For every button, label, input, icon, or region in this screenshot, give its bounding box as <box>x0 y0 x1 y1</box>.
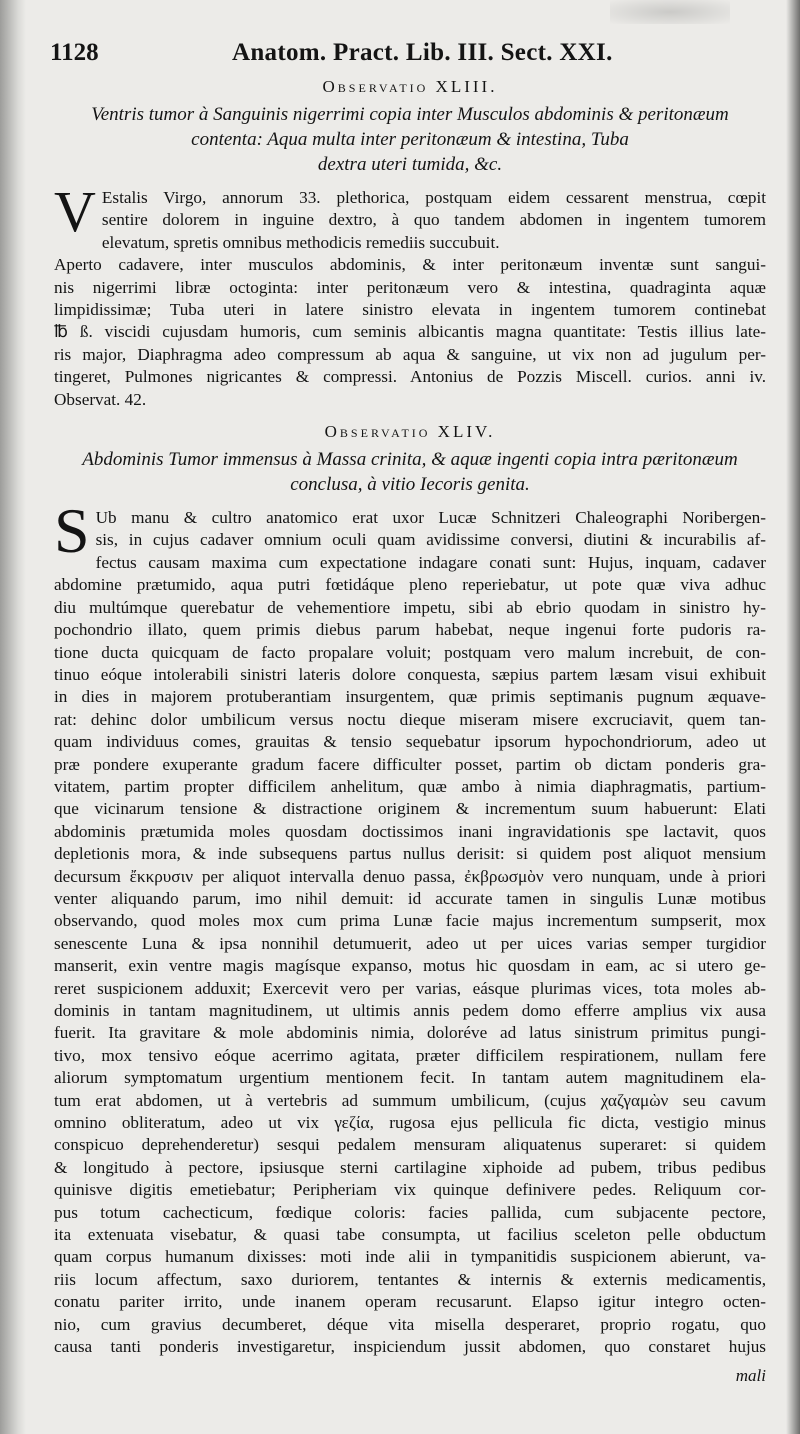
drop-cap: S <box>54 495 90 567</box>
text-line: in dies in majorem protuberantiam insurgentem, quæ primis septimanis pugnum æquave- <box>54 687 766 707</box>
text-line: sentire dolorem in inguine dextro, à quo tandem abdomen in ingentem tumorem <box>101 210 766 230</box>
rubric-line: Abdominis Tumor immensus à Massa crinita, & aquæ ingenti copia intra pæritonæum <box>82 449 738 471</box>
text-line: nio, cum gravius decumberet, déque vita misella desperaret, proprio rogatu, quo <box>54 1314 766 1334</box>
text-line: fectus causam maxima cum expectatione indagare conati sunt: Hujus, inquam, cadaver <box>95 552 766 572</box>
observation-44-rubric <box>60 447 760 497</box>
rubric-line: Ventris tumor à Sanguinis nigerrimi copia inter Musculos abdominis & peritonæum <box>91 104 729 125</box>
text-line: conatu pariter irrito, unde inanem operam recusarunt. Elapso igitur integro octen- <box>54 1292 766 1312</box>
text-line: tum erat abdomen, ut à vertebris ad summum umbilicum, (cujus χαζγαμὼν seu cavum <box>54 1090 766 1110</box>
text-line: abdomine prætumido, aqua putri fœtidáque pleno reperiebatur, ut pote quæ viva adhuc <box>54 575 766 595</box>
running-title: Anatom. Pract. Lib. III. Sect. XXI. <box>232 39 613 66</box>
observation-44-heading: Observatio XLIV. <box>324 422 496 442</box>
text-line: Ub manu & cultro anatomico erat uxor Lucæ Schnitzeri Chaleographi Noribergen- <box>95 508 766 528</box>
observation-43-paragraph-2 <box>54 254 766 411</box>
text-line: tingeret, Pulmones nigricantes & compressi. Antonius de Pozzis Miscell. curios. anni iv. <box>54 367 766 387</box>
text-line: rat: dehinc dolor umbilicum versus noctu dieque miseram misere excruciavit, quem tan- <box>54 709 766 729</box>
text-line: que vicinarum tensione & distractione originem & incrementum suum habuerunt: Elati <box>54 799 766 819</box>
text-line: aliorum symptomatum urgentium mentionem fecit. In tantam autem magnitudinem ela- <box>54 1068 766 1088</box>
catchword: mali <box>735 1366 766 1385</box>
running-head <box>50 34 766 72</box>
text-line: causa tanti ponderis investigaretur, inspiciendum jussit abdomen, quo constaret hujus <box>54 1337 766 1357</box>
text-line: ℔ ß. viscidi cujusdam humoris, cum seminis albicantis magna quantitate: Testis illius late- <box>54 322 766 342</box>
text-line: venter aliquando parum, imo nihil demuit: id accurate tamen in singulis Lunæ motibus <box>54 888 766 908</box>
page-content <box>50 34 766 1359</box>
text-line: abdominis prætumida moles quosdam doctissimos inani ingravidationis spe lactavit, quos <box>54 821 766 841</box>
text-line: omnino obliteratum, adeo ut vix γεζία, rugosa ejus pellicula fic dicta, vestigio minus <box>54 1113 766 1133</box>
text-line: nis nigerrimi libræ octoginta: inter peritonæum vero & intestina, quadraginta aquæ <box>54 277 766 297</box>
paper-stain <box>610 0 730 24</box>
page-spine-shadow <box>0 0 26 1434</box>
text-line: vitatem, partim propter difficilem anhelitum, quæ ambo à nimia diaphragmatis, partium- <box>54 776 766 796</box>
text-line: conspicuo deprehenderetur) sesqui pedalem mensuram aliquatenus superaret: si quidem <box>54 1135 766 1155</box>
text-line: quam corpus humanum dixisses: moti inde alii in tympanitidis suspicionem abierunt, va- <box>54 1247 766 1267</box>
text-line: riis locum affectum, saxo duriorem, tentantes & internis & externis medicamentis, <box>54 1269 766 1289</box>
observation-44-paragraph-1 <box>54 495 766 1358</box>
text-line: reret suspicionem adduxit; Exercevit vero per varias, eásque plurimas vices, tota moles ab- <box>54 978 766 998</box>
text-line: Aperto cadavere, inter musculos abdominis, & inter peritonæum inventæ sunt sangui- <box>54 255 766 275</box>
text-line: ita extenuata visebatur, & quasi tabe consumpta, ut facilius sceleton pelle obductum <box>54 1225 766 1245</box>
text-line: præ pondere exuperante gradum facere difficulter posset, partim ob dictam ponderis gra- <box>54 754 766 774</box>
text-line: Estalis Virgo, annorum 33. plethorica, postquam eidem cessarent menstrua, cœpit <box>101 188 766 207</box>
drop-cap: V <box>54 179 96 244</box>
page-edge-shadow <box>786 0 800 1434</box>
text-line: tione ducta quicquam de facto propalare voluit; postquam vero malum increbuit, de con- <box>54 642 766 662</box>
text-line: tivo, mox tensivo eóque acerrimo agitata, præter difficilem respirationem, nullam fere <box>54 1045 766 1065</box>
text-line: Observat. 42. <box>54 389 147 409</box>
text-line: ris major, Diaphragma adeo compressum ab aqua & sanguine, ut vix non ad jugulum per- <box>54 344 766 364</box>
observation-43-paragraph-1 <box>54 179 766 254</box>
rubric-line: dextra uteri tumida, &c. <box>317 154 503 175</box>
text-line: manserit, exin ventre magis magísque expanso, motus hic quosdam in eam, ac si utero ge- <box>54 956 766 976</box>
observation-43-rubric <box>60 102 760 177</box>
rubric-line: contenta: Aqua multa inter peritonæum & intestina, Tuba <box>191 129 629 150</box>
text-line: tinuo eóque intolerabili sinistri lateris dolore conquesta, sæpius partem læsam visui exhibuit <box>54 664 766 684</box>
text-line: senescente Luna & ipsa nonnihil detumuerit, adeo ut per uices varias semper turgidior <box>54 933 766 953</box>
text-line: elevatum, spretis omnibus methodicis remediis succubuit. <box>101 232 500 252</box>
text-line: fuerit. Ita gravitare & mole abdominis nimia, doloréve ad latus sinistrum primitus pungi- <box>54 1023 766 1043</box>
page-number: 1128 <box>50 39 99 66</box>
rubric-line: conclusa, à vitio Iecoris genita. <box>290 474 530 496</box>
text-line: pochondrio illato, quem primis diebus parum habebat, neque ingenui forte pudoris ra- <box>54 620 766 640</box>
text-line: quam individuus comes, grauitas & tensio sequebatur ipsorum hypochondriorum, adeo ut <box>54 732 766 752</box>
text-line: observando, quod moles mox cum prima Lunæ facie majus incrementum sumpserit, mox <box>54 911 766 931</box>
text-line: depletionis mora, & inde subsequens partus nullus derisit: si quidem post aliquot mensium <box>54 844 766 864</box>
text-line: decursum ἔκκρυσιν per aliquot intervalla denuo passa, ἐκβρωσμὸν vero nunquam, unde à priori <box>54 866 766 886</box>
text-line: quinisve digitis emetiebatur; Peripheriam vix quinque definivere pedes. Reliquum cor- <box>54 1180 766 1200</box>
text-line: limpidissimæ; Tuba uteri in latere sinistro elevata in ingentem tumorem continebat <box>54 300 766 320</box>
text-line: dominis in tantam magnitudinem, ut ultimis annis pedem domo efferre amplius vix ausa <box>54 1001 766 1020</box>
observation-43-heading: Observatio XLIII. <box>322 77 498 96</box>
text-line: sis, in cujus cadaver omnium oculi quam avidissime conversi, diutini & incurabilis af- <box>95 530 766 550</box>
text-line: pus totum cachecticum, fœdique coloris: facies pallida, cum subjacente pectore, <box>54 1202 766 1222</box>
text-line: & longitudo à pectore, ipsiusque sterni cartilagine xiphoide ad pubem, tribus pedibus <box>54 1157 766 1177</box>
text-line: diu multúmque querebatur de vehementiore impetu, sibi ab ebrio quodam in sinistro hy- <box>54 597 766 617</box>
